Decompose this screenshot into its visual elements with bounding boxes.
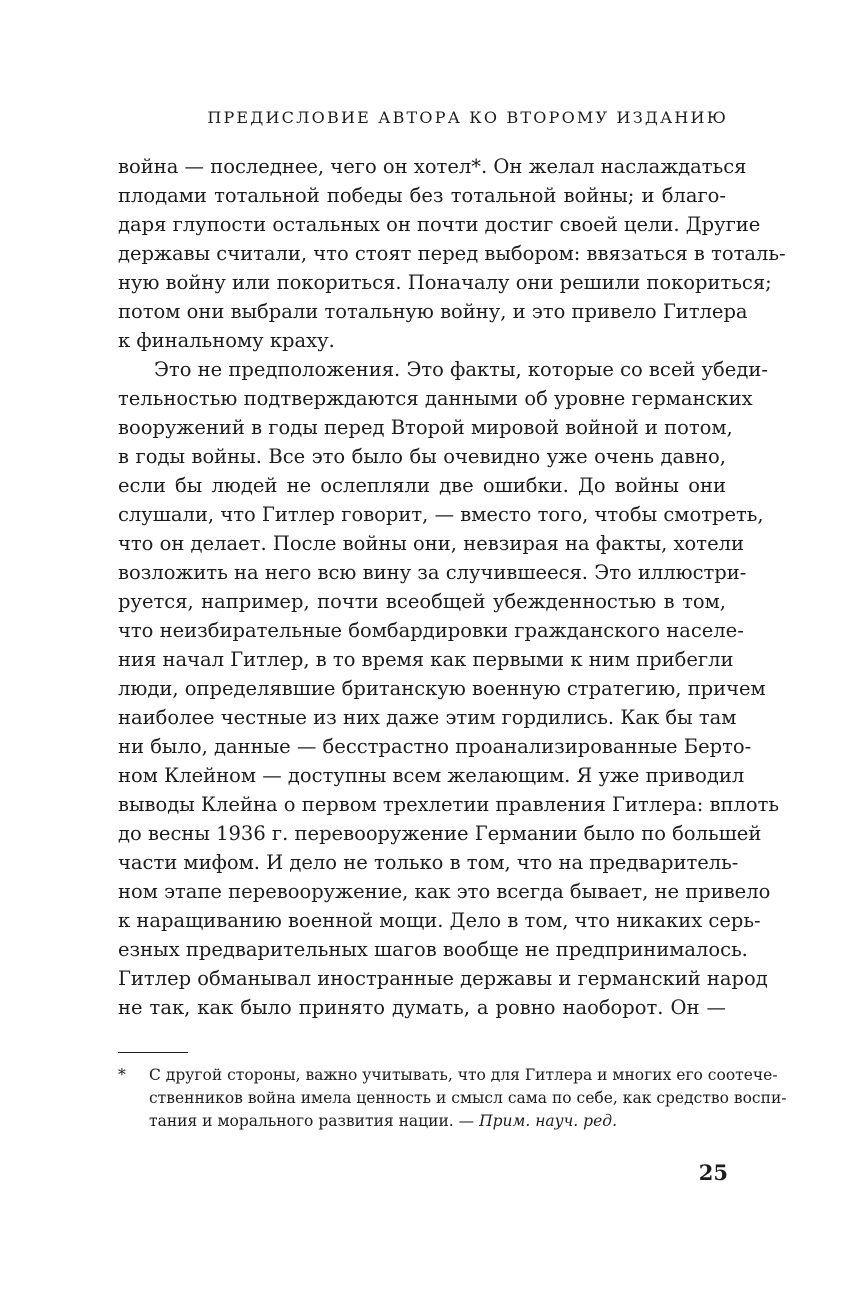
footnote-text — [149, 1064, 787, 1133]
text-line: что неизбирательные бомбардировки гражданского населе- — [118, 619, 744, 642]
text-line: части мифом. И дело не только в том, что на предваритель- — [118, 851, 739, 874]
text-line: к наращиванию военной мощи. Дело в том, что никаких серь- — [118, 909, 761, 932]
text-line: что он делает. После войны они, невзирая на факты, хотели — [118, 532, 744, 555]
text-line: не так, как было принято думать, а ровно наоборот. Он — — [118, 996, 726, 1019]
text-line: потом они выбрали тотальную войну, и это привело Гитлера — [118, 300, 748, 323]
running-head: ПРЕДИСЛОВИЕ АВТОРА КО ВТОРОМУ ИЗДАНИЮ — [207, 108, 728, 127]
text-line: плодами тотальной победы без тотальной войны; и благо- — [118, 184, 726, 207]
text-line: война — последнее, чего он хотел*. Он желал наслаждаться — [118, 155, 747, 178]
body-text — [118, 152, 786, 1022]
footnote-line: С другой стороны, важно учитывать, что для Гитлера и многих его соотече- — [149, 1066, 778, 1084]
footnote-line: ственников война имела ценность и смысл сама по себе, как средство воспи- — [149, 1089, 787, 1107]
text-line: в годы войны. Все это было бы очевидно уже очень давно, — [118, 445, 726, 468]
text-line: тельностью подтверждаются данными об уровне германских — [118, 387, 753, 410]
text-line: если бы людей не ослепляли две ошибки. До войны они — [118, 474, 726, 497]
text-line: ния начал Гитлер, в то время как первыми к ним прибегли — [118, 648, 734, 671]
footnote-line — [149, 1110, 726, 1133]
paragraph — [118, 152, 786, 355]
footnote-divider — [118, 1052, 188, 1053]
text-line: возложить на него всю вину за случившееся. Это иллюстри- — [118, 561, 747, 584]
text-line: Гитлер обманывал иностранные державы и германский народ — [118, 967, 768, 990]
text-line: езных предварительных шагов вообще не предпринималось. — [118, 938, 748, 961]
text-line: выводы Клейна о первом трехлетии правления Гитлера: вплоть — [118, 793, 780, 816]
text-line: Это не предположения. Это факты, которые со всей убеди- — [154, 358, 768, 381]
text-line: ном Клейном — доступны всем желающим. Я уже приводил — [118, 764, 745, 787]
footnote-marker: * — [118, 1066, 126, 1084]
text-line: державы считали, что стоят перед выбором: ввязаться в тоталь- — [118, 242, 786, 265]
text-line: до весны 1936 г. перевооружение Германии было по большей — [118, 822, 762, 845]
text-line: люди, определявшие британскую военную стратегию, причем — [118, 677, 766, 700]
footnote-attribution: Прим. науч. ред. — [479, 1112, 618, 1130]
paragraph — [118, 355, 780, 1022]
text-line: ни было, данные — бесстрастно проанализированные Берто- — [118, 735, 752, 758]
page-number: 25 — [698, 1160, 728, 1185]
text-line: руется, например, почти всеобщей убежденностью в том, — [118, 590, 726, 613]
text-line: ном этапе перевооружение, как это всегда бывает, не привело — [118, 880, 771, 903]
text-line: к финальному краху. — [118, 329, 335, 352]
text-line: вооружений в годы перед Второй мировой войной и потом, — [118, 416, 733, 439]
text-line: наиболее честные из них даже этим гордились. Как бы там — [118, 706, 737, 729]
text-line: даря глупости остальных он почти достиг своей цели. Другие — [118, 213, 761, 236]
footnote — [118, 1064, 787, 1133]
text-line: слушали, что Гитлер говорит, — вместо того, чтобы смотреть, — [118, 503, 764, 526]
text-line: ную войну или покориться. Поначалу они решили покориться; — [118, 271, 772, 294]
footnote-line-text: тания и морального развития нации. — — [149, 1112, 480, 1130]
